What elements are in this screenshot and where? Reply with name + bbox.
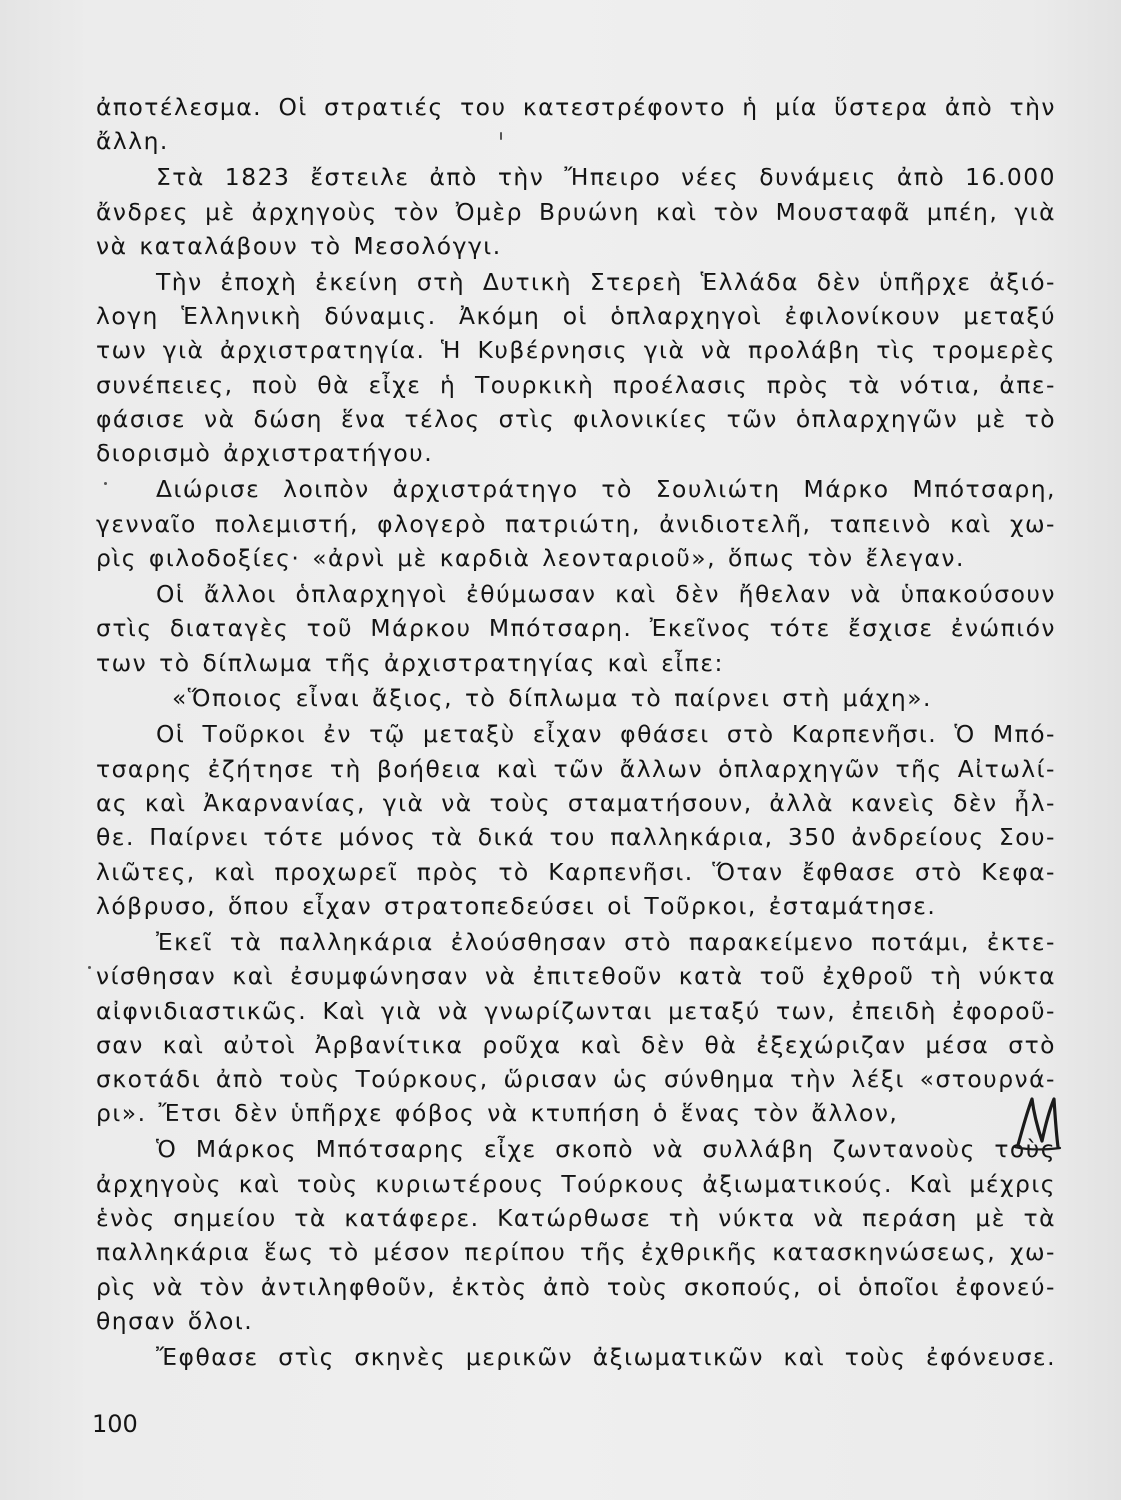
- text-line: ἀρχηγοὺς καὶ τοὺς κυριωτέρους Τούρκους ἀξιωματικούς. Καὶ μέχρις: [96, 1169, 1056, 1198]
- text-line: παλληκάρια ἕως τὸ μέσον περίπου τῆς ἐχθρικῆς κατασκηνώσεως, χω-: [96, 1238, 1056, 1267]
- text-line: αἰφνιδιαστικῶς. Καὶ γιὰ νὰ γνωρίζωνται μεταξύ των, ἐπειδὴ ἐφοροῦ-: [96, 996, 1056, 1025]
- text-line: των τὸ δίπλωμα τῆς ἀρχιστρατηγίας καὶ εἶπε:: [96, 648, 724, 677]
- text-line: ἀποτέλεσμα. Οἱ στρατιές του κατεστρέφοντο ἡ μία ὕστερα ἀπὸ τὴν: [96, 93, 1056, 121]
- text-line: γενναῖο πολεμιστή, φλογερὸ πατριώτη, ἀνιδιοτελῆ, ταπεινὸ καὶ χω-: [96, 509, 1056, 538]
- paper-speck: [500, 132, 502, 140]
- text-line: φάσισε νὰ δώση ἕνα τέλος στὶς φιλονικίες τῶν ὁπλαρχηγῶν μὲ τὸ: [96, 405, 1056, 434]
- text-line: σαν καὶ αὐτοὶ Ἀρβανίτικα ροῦχα καὶ δὲν θὰ ἐξεχώριζαν μέσα στὸ: [96, 1030, 1056, 1059]
- text-line: Στὰ 1823 ἔστειλε ἀπὸ τὴν Ἤπειρο νέες δυνάμεις ἀπὸ 16.000: [156, 163, 1056, 192]
- handwritten-mark-icon: [1012, 1093, 1062, 1153]
- body-text: [96, 90, 1056, 1374]
- paper-speck: [104, 482, 107, 485]
- text-line: στὶς διαταγὲς τοῦ Μάρκου Μπότσαρη. Ἐκεῖνος τότε ἔσχισε ἐνώπιόν: [96, 614, 1056, 643]
- text-line: ρὶς νὰ τὸν ἀντιληφθοῦν, ἐκτὸς ἀπὸ τοὺς σκοπούς, οἱ ὁποῖοι ἐφονεύ-: [96, 1272, 1056, 1301]
- text-line: νίσθησαν καὶ ἐσυμφώνησαν νὰ ἐπιτεθοῦν κατὰ τοῦ ἐχθροῦ τὴ νύκτα: [96, 962, 1056, 991]
- text-line: λόβρυσο, ὅπου εἶχαν στρατοπεδεύσει οἱ Τοῦρκοι, ἐσταμάτησε.: [96, 891, 937, 920]
- text-line: ρὶς φιλοδοξίες· «ἀρνὶ μὲ καρδιὰ λεονταριοῦ», ὅπως τὸν ἔλεγαν.: [96, 543, 965, 572]
- page-number: 100: [92, 1410, 138, 1438]
- text-line: θε. Παίρνει τότε μόνος τὰ δικά του παλληκάρια, 350 ἀνδρείους Σου-: [96, 823, 1056, 852]
- text-line: νὰ καταλάβουν τὸ Μεσολόγγι.: [96, 231, 502, 260]
- text-line: λογη Ἑλληνικὴ δύναμις. Ἀκόμη οἱ ὁπλαρχηγοὶ ἐφιλονίκουν μεταξύ: [96, 302, 1056, 331]
- text-line: Ἔφθασε στὶς σκηνὲς μερικῶν ἀξιωματικῶν καὶ τοὺς ἐφόνευσε.: [156, 1342, 1056, 1371]
- text-line: «Ὅποιος εἶναι ἄξιος, τὸ δίπλωμα τὸ παίρνει στὴ μάχη».: [172, 684, 932, 713]
- paper-speck: [88, 966, 91, 969]
- text-line: σκοτάδι ἀπὸ τοὺς Τούρκους, ὥρισαν ὡς σύνθημα τὴν λέξι «στουρνά-: [96, 1065, 1056, 1094]
- text-line: ἄλλη.: [96, 127, 169, 156]
- text-line: Διώρισε λοιπὸν ἀρχιστράτηγο τὸ Σουλιώτη Μάρκο Μπότσαρη,: [156, 475, 1056, 504]
- handwritten-mark: [1012, 1093, 1062, 1153]
- text-line: συνέπειες, ποὺ θὰ εἶχε ἡ Τουρκικὴ προέλασις πρὸς τὰ νότια, ἀπε-: [96, 370, 1056, 399]
- text-line: τσαρης ἐζήτησε τὴ βοήθεια καὶ τῶν ἄλλων ὁπλαρχηγῶν τῆς Αἰτωλί-: [96, 754, 1056, 783]
- text-line: των γιὰ ἀρχιστρατηγία. Ἡ Κυβέρνησις γιὰ νὰ προλάβη τὶς τρομερὲς: [96, 336, 1056, 365]
- text-line: ἑνὸς σημείου τὰ κατάφερε. Κατώρθωσε τὴ νύκτα νὰ περάση μὲ τὰ: [96, 1204, 1056, 1232]
- text-line: Οἱ Τοῦρκοι ἐν τῷ μεταξὺ εἶχαν φθάσει στὸ Καρπενῆσι. Ὁ Μπό-: [156, 720, 1056, 749]
- text-line: ας καὶ Ἀκαρνανίας, γιὰ νὰ τοὺς σταματήσουν, ἀλλὰ κανεὶς δὲν ἦλ-: [96, 789, 1056, 818]
- text-line: Ὁ Μάρκος Μπότσαρης εἶχε σκοπὸ νὰ συλλάβη ζωντανοὺς τοὺς: [156, 1135, 1056, 1164]
- text-line: ἄνδρες μὲ ἀρχηγοὺς τὸν Ὀμὲρ Βρυώνη καὶ τὸν Μουσταφᾶ μπέη, γιὰ: [96, 197, 1056, 226]
- text-line: διορισμὸ ἀρχιστρατήγου.: [96, 439, 434, 468]
- text-line: Οἱ ἄλλοι ὁπλαρχηγοὶ ἐθύμωσαν καὶ δὲν ἤθελαν νὰ ὑπακούσουν: [156, 579, 1056, 608]
- text-line: Τὴν ἐποχὴ ἐκείνη στὴ Δυτικὴ Στερεὴ Ἑλλάδα δὲν ὑπῆρχε ἀξιό-: [156, 267, 1056, 296]
- text-line: λιῶτες, καὶ προχωρεῖ πρὸς τὸ Καρπενῆσι. Ὅταν ἔφθασε στὸ Κεφα-: [96, 857, 1056, 886]
- text-line: ρι». Ἔτσι δὲν ὑπῆρχε φόβος νὰ κτυπήση ὁ ἕνας τὸν ἄλλον,: [96, 1099, 899, 1128]
- text-line: Ἐκεῖ τὰ παλληκάρια ἐλούσθησαν στὸ παρακείμενο ποτάμι, ἐκτε-: [156, 927, 1056, 956]
- text-line: θησαν ὅλοι.: [96, 1306, 254, 1335]
